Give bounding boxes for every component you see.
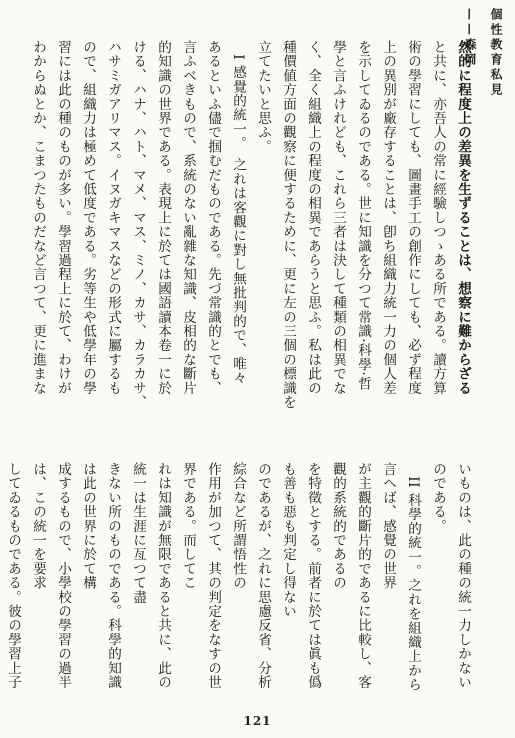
text-line: 言ふべきもので、系統のない亂雜な知識、皮相的な斷片 — [180, 40, 196, 395]
text-line: を示してゐるのである。世に知識を分つて常識·科學·哲 — [355, 40, 371, 391]
text-line: 術の學習にしても、圖畫手工の創作にしても、必ず程度 — [405, 40, 421, 395]
text-line: のであるが、之れに思慮反省、分析綜合など所謂悟性の — [230, 462, 271, 690]
upper-text-block — [25, 40, 475, 440]
lower-text-block — [5, 462, 475, 698]
text-line: ハサミガアリマス。イヌガキマスなどの形式に屬するも — [105, 40, 121, 395]
text-line: 習には此の種のものが多い。學習過程上に於て、わけが — [55, 40, 71, 395]
text-line: わからぬとか、こまつたものだなど言つて、更に進まな — [30, 40, 46, 395]
page-number: 121 — [243, 714, 272, 728]
text-line: II 科學的統一。之れを組織上から言へば、感覺の世界 — [380, 462, 421, 692]
text-line: が主觀的斷片的であるに比較し、客觀的系統的であるの — [330, 462, 371, 690]
text-line: く、全く組織上の程度の相異であらうと思ふ。私は此の — [305, 40, 321, 395]
text-line: 作用が加つて、其の判定をなすの世界である。而してこ — [180, 462, 221, 690]
text-line: あるといふ儘で掴むだものである。先づ常識的とでも、 — [205, 40, 221, 395]
text-line: 立てたいと思ふ。 — [255, 40, 271, 154]
text-line: 然的に程度上の差異を生ずることは、想察に難からざる — [455, 40, 471, 395]
text-line: いものは、此の種の統一力しかないのである。 — [430, 462, 471, 690]
text-line: ける、ハナ、ハト、マメ、マス、ミノ、カサ、カラカサ、 — [130, 40, 146, 410]
text-line: 學と言ふけれども、これら三者は決して種類の相異でな — [330, 40, 346, 395]
running-head: 個性教育私見——森岡 — [463, 8, 503, 98]
text-line: ので、組織力は極めて低度である。劣等生や低學年の學 — [80, 40, 96, 395]
text-line: してゐるものである。彼の學習上子 — [5, 462, 21, 690]
text-line: を特徵とする。前者に於ては眞も僞も善も惡も判定し得ない — [280, 462, 321, 690]
text-line: I 感覺的統一。 之れは客觀に對し無批判的で、唯々 — [230, 40, 246, 385]
text-line: 上の異別が廠存することは、卽ち組織力統一力の個人差 — [380, 40, 396, 395]
text-line: 成するもので、小學校の學習の過半は、この統一を要求 — [30, 462, 71, 690]
text-line: と共に、亦吾人の常に經驗しつゝある所である。讀方算 — [430, 40, 446, 395]
text-line: 的知識の世界である。表現上に於ては國語讀本卷一に於 — [155, 40, 171, 395]
text-line: れは知識が無限であると共に、此の統一は生涯に亙つて盡 — [130, 462, 171, 690]
text-line: 種價値方面の觀察に便するために、更に左の三個の標識を — [280, 40, 296, 410]
text-line: きない所のものである。科學的知識は此の世界に於て構 — [80, 462, 121, 690]
